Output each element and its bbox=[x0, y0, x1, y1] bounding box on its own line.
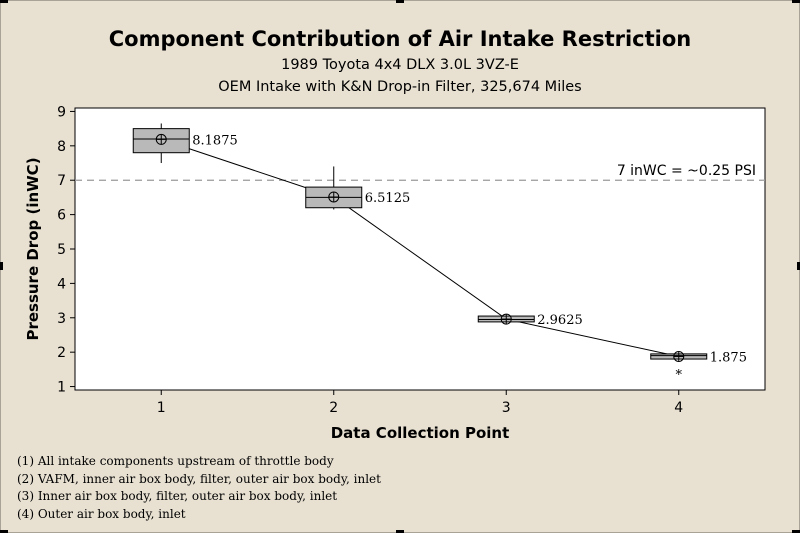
mean-symbol bbox=[674, 351, 684, 361]
footnote-4: (4) Outer air box body, inlet bbox=[17, 506, 186, 521]
y-tick-label-6: 6 bbox=[57, 207, 66, 224]
y-axis-label: Pressure Drop (inWC) bbox=[24, 157, 42, 341]
outlier-marker: * bbox=[675, 368, 682, 384]
footnote-1: (1) All intake components upstream of throttle body bbox=[17, 454, 334, 468]
reference-line-label: 7 inWC = ~0.25 PSI bbox=[616, 163, 756, 180]
footnote-2: (2) VAFM, inner air box body, filter, outer air box body, inlet bbox=[17, 471, 381, 486]
mean-symbol bbox=[156, 134, 166, 144]
mean-symbol bbox=[329, 192, 339, 202]
y-tick-label-5: 5 bbox=[57, 242, 66, 258]
chart-subtitle-line-2: OEM Intake with K&N Drop-in Filter, 325,674 Miles bbox=[218, 79, 582, 95]
chart-title: Component Contribution of Air Intake Restriction bbox=[108, 27, 692, 51]
footnotes bbox=[17, 453, 381, 523]
x-axis-label: Data Collection Point bbox=[330, 424, 510, 442]
y-tick-label-1: 1 bbox=[57, 379, 66, 396]
mean-label-2: 6.5125 bbox=[364, 190, 411, 206]
y-tick-label-8: 8 bbox=[57, 138, 66, 155]
x-tick-label-3: 3 bbox=[501, 400, 511, 416]
mean-label-1: 8.1875 bbox=[192, 133, 238, 149]
y-tick-label-3: 3 bbox=[57, 310, 66, 327]
x-tick-label-1: 1 bbox=[156, 400, 166, 416]
x-tick-label-4: 4 bbox=[674, 400, 684, 416]
y-tick-label-2: 2 bbox=[57, 345, 66, 362]
chart-subtitle-line-1: 1989 Toyota 4x4 DLX 3.0L 3VZ-E bbox=[281, 57, 519, 73]
y-tick-label-4: 4 bbox=[57, 276, 66, 293]
mean-symbol bbox=[501, 314, 511, 324]
x-tick-label-2: 2 bbox=[329, 400, 339, 416]
y-tick-label-9: 9 bbox=[57, 104, 66, 121]
mean-label-3: 2.9625 bbox=[537, 313, 583, 329]
footnote-3: (3) Inner air box body, filter, outer air box body, inlet bbox=[17, 489, 338, 503]
y-tick-label-7: 7 bbox=[57, 173, 66, 190]
mean-label-4: 1.875 bbox=[709, 350, 747, 366]
